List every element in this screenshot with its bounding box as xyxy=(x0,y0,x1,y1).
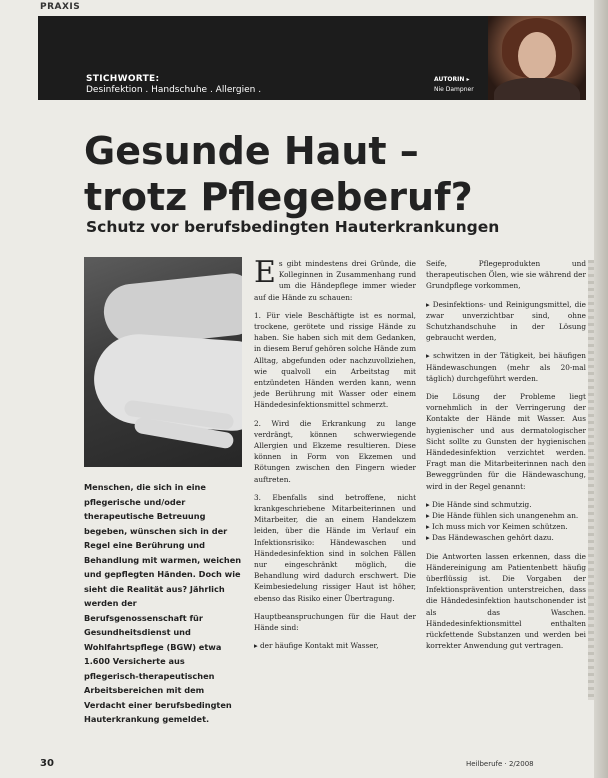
page-number: 30 xyxy=(40,758,54,769)
hands-photo xyxy=(84,257,242,467)
body-paragraph: 2. Wird die Erkrankung zu lange verdrängt, können schwerwiegende Allergien und Ekzeme resultieren. Diese können in Form von Ekzemen und Rötungen zwischen den Fingern wieder auftreten. xyxy=(254,418,416,484)
keywords-title: STICHWORTE: xyxy=(86,74,160,84)
keywords-text: Desinfektion . Handschuhe . Allergien . xyxy=(86,85,262,95)
headline xyxy=(84,128,473,220)
body-paragraph: Hauptbeanspruchungen für die Haut der Hände sind: xyxy=(254,611,416,633)
body-paragraph: 1. Für viele Beschäftigte ist es normal, trockene, gerötete und rissige Hände zu haben. Sie haben sich mit dem Gedanken, in diesem Beruf gehören solche Hände zum Alltag, abgefunden oder nachzuvollziehen, wie qualvoll ein Arbeitstag mit entzündeten Händen werden kann, wenn jede Berührung mit Wasser oder einem Händedesinfektionsmittel schmerzt. xyxy=(254,310,416,410)
bullet-item: ▸ der häufige Kontakt mit Wasser, xyxy=(254,641,379,651)
author-name: Nie Dampner xyxy=(434,86,474,93)
body-paragraph: Es gibt mindestens drei Gründe, die Kolleginnen in Zusammenhang rund um die Händepflege immer wieder auf die Hände zu schauen: xyxy=(254,255,416,302)
drop-cap: E xyxy=(254,255,276,290)
headline-line-1: Gesunde Haut – xyxy=(84,129,419,173)
bullet-item: ▸ Die Hände sind schmutzig. xyxy=(426,499,532,509)
headline-line-2: trotz Pflegeberuf? xyxy=(84,175,473,219)
body-paragraph: Die Lösung der Probleme liegt vornehmlich in der Verringerung der Kontakte der Hände mit Wasser. Aus hygienischer und aus dermatologischer Sicht sollte zu Gunsten der hygienischen Händedesinfektion verzichtet werden. Fragt man die Mitarbeiterinnen nach den Beweggründen für die Händewaschung, wird in der Regel genannt: xyxy=(426,392,586,491)
bullet-item: ▸ Die Hände fühlen sich unangenehm an. xyxy=(426,511,579,521)
bullet-item: ▸ Desinfektions- und Reinigungsmittel, die zwar unverzichtbar sind, ohne Schutzhandschuhe in der Lösung gebraucht werden, xyxy=(426,299,586,343)
adjacent-page-edge xyxy=(588,260,594,700)
body-column-2 xyxy=(426,258,586,659)
bullet-item: ▸ Das Händewaschen gehört dazu. xyxy=(426,533,554,543)
section-label: PRAXIS xyxy=(40,2,81,12)
page-spine xyxy=(594,0,608,778)
body-paragraph: Seife, Pflegeprodukten und therapeutischen Ölen, wie sie während der Grundpflege vorkommen, xyxy=(426,259,586,291)
author-portrait xyxy=(488,16,586,100)
bullet-item: ▸ schwitzen in der Tätigkeit, bei häufigen Händewaschungen (mehr als 20-mal täglich) durchgeführt werden. xyxy=(426,351,586,383)
lead-paragraph: Menschen, die sich in eine pflegerische und/oder therapeutische Betreuung begeben, wünschen sich in der Regel eine Berührung und Behandlung mit warmen, weichen und gepflegten Händen. Doch wie sieht die Realität aus? Jährlich werden der Berufsgenossenschaft für Gesundheitsdienst und Wohlfahrtspflege (BGW) etwa 1.600 Versicherte aus pflegerisch-therapeutischen Arbeitsbereichen mit dem Verdacht einer berufsbedingten Hauterkrankung gemeldet. xyxy=(84,482,242,724)
bullet-item: ▸ Ich muss mich vor Keimen schützen. xyxy=(426,522,568,532)
body-paragraph: Die Antworten lassen erkennen, dass die Händereinigung am Patientenbett häufig überflüssig ist. Die Vorgaben der Infektionsprävention unterstreichen, dass die Händedesinfektion hautschonender ist als das Waschen. Händedesinfektionsmittel enthalten rückfettende Substanzen und werden bei korrekter Anwendung gut vertragen. xyxy=(426,551,586,651)
body-paragraph: 3. Ebenfalls sind betroffene, nicht krankgeschriebene Mitarbeiterinnen und Mitarbeiter, die an einem Handekzem leiden, über die Hände im Verlauf ein Infektionsrisiko: Händewaschen und Händedesinfektion sind in solchen Fällen nur eingeschränkt möglich, die Behandlung wird dadurch erschwert. Die Keimbesiedelung rissiger Haut ist höher, ebenso das Risiko einer Übertragung. xyxy=(254,492,416,603)
body-column-1 xyxy=(254,255,416,659)
subheadline: Schutz vor berufsbedingten Hauterkrankungen xyxy=(86,218,500,236)
magazine-issue: Heilberufe · 2/2008 xyxy=(466,760,534,768)
author-label: AUTORIN ▸ xyxy=(434,76,470,83)
